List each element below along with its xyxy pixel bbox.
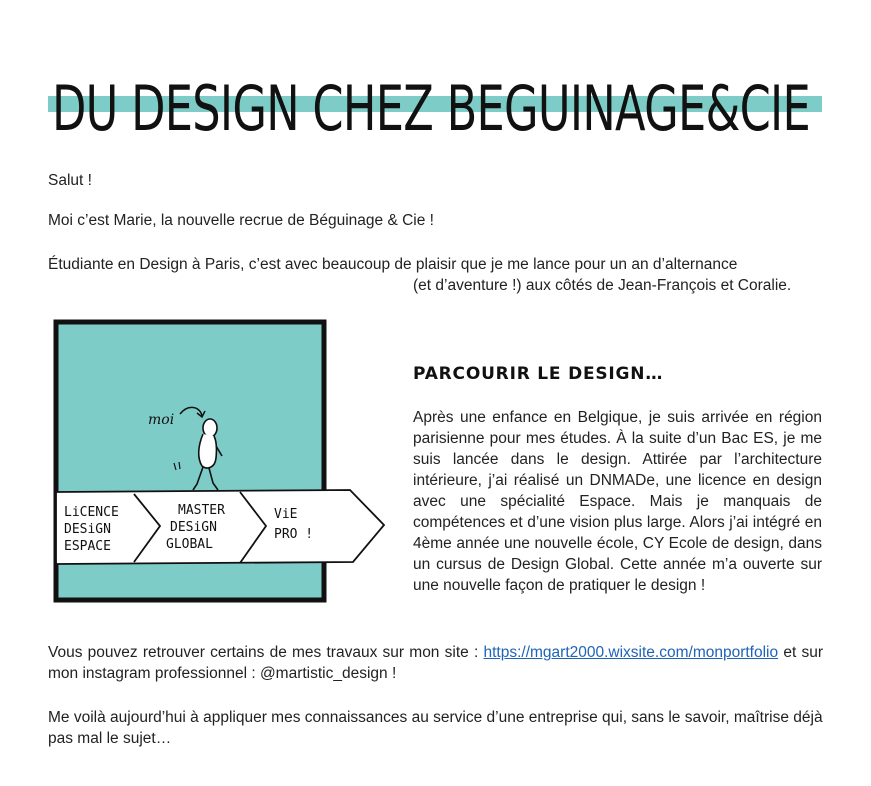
section-title: PARCOURIR LE DESIGN… bbox=[413, 364, 664, 384]
step2-line3: GLOBAL bbox=[166, 537, 213, 552]
step3-line2: PRO ! bbox=[274, 527, 314, 542]
student-text-line1: Étudiante en Design à Paris, c’est avec beaucoup de plaisir que je me lance pour un an d’alternance bbox=[48, 256, 738, 273]
moi-label: moi bbox=[148, 412, 175, 428]
links-middle: et sur mon instagram professionnel : bbox=[48, 644, 823, 682]
step1-line2: DESiGN bbox=[64, 522, 111, 537]
portfolio-link[interactable]: https://mgart2000.wixsite.com/monportfolio bbox=[483, 644, 779, 661]
student-text-line2: (et d’aventure !) aux côtés de Jean-François et Coralie. bbox=[413, 277, 792, 294]
closing-text: Me voilà aujourd’hui à appliquer mes connaissances au service d’une entreprise qui, sans le savoir, maîtrise déjà pas mal le sujet… bbox=[48, 709, 823, 747]
links-suffix: ! bbox=[387, 665, 397, 682]
greeting-text: Salut ! bbox=[48, 172, 92, 189]
step3-line1: ViE bbox=[274, 507, 298, 522]
links-paragraph bbox=[48, 642, 823, 684]
section-body: Après une enfance en Belgique, je suis arrivée en région parisienne pour mes études. À la suite d’un Bac ES, je me suis lancée dans le design. Attirée par l’architecture intérieure, j’ai réalisé un DNMADe, une licence en design avec une spécialité Espace. Mais je manquais de compétences et d’une vision plus large. Alors j’ai intégré en 4ème année une nouvelle école, CY Ecole de design, dans un cursus de Design Global. Cette année m’a ouverte sur une nouvelle façon de pratiquer le design ! bbox=[413, 409, 822, 594]
page-title bbox=[40, 60, 830, 142]
step1-line1: LiCENCE bbox=[64, 505, 119, 520]
step2-line1: MASTER bbox=[178, 503, 225, 518]
intro-text: Moi c’est Marie, la nouvelle recrue de Béguinage & Cie ! bbox=[48, 212, 434, 229]
instagram-handle: @martistic_design bbox=[259, 665, 388, 682]
page-title-text: DU DESIGN CHEZ BEGUINAGE&CIE bbox=[52, 72, 810, 142]
links-prefix: Vous pouvez retrouver certains de mes travaux sur mon site : bbox=[48, 644, 484, 661]
step1-line3: ESPACE bbox=[64, 539, 111, 554]
career-path-illustration bbox=[50, 318, 395, 606]
step2-line2: DESiGN bbox=[170, 520, 217, 535]
